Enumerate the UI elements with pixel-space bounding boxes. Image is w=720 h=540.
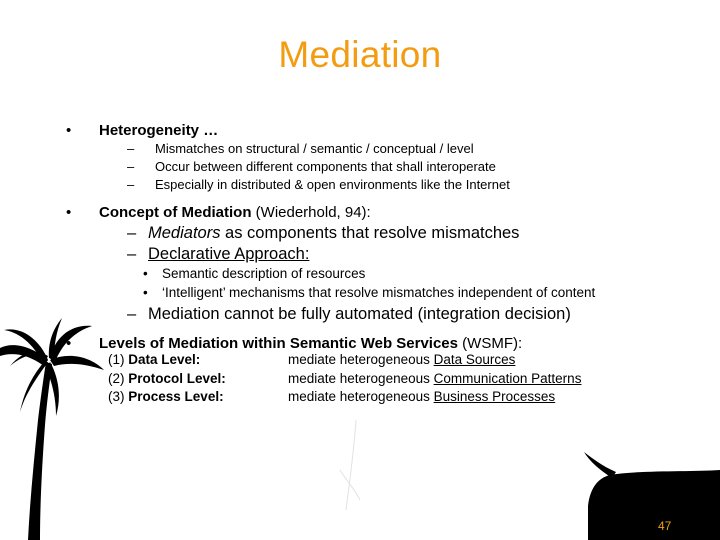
dash-marker: – <box>127 305 137 323</box>
sub-item-text: Occur between different components that shall interoperate <box>155 159 496 174</box>
levels-reference: (WSMF): <box>462 335 523 352</box>
level-number: (1) <box>108 352 125 367</box>
bullet-marker: • <box>66 335 72 352</box>
level-description <box>288 371 581 386</box>
faint-sketch-lines <box>340 420 360 510</box>
slide-title: Mediation <box>278 34 442 75</box>
sub-item <box>127 177 510 192</box>
bullet-marker: • <box>143 266 148 281</box>
sub-item <box>127 159 496 174</box>
dash-marker: – <box>127 224 137 242</box>
level-label: Protocol Level: <box>128 371 226 386</box>
level-desc-text: mediate heterogeneous <box>288 371 430 386</box>
levels-heading-line <box>99 335 522 352</box>
declarative-sub-text: Semantic description of resources <box>162 266 366 281</box>
dash-marker: – <box>127 245 137 263</box>
bullet-marker: • <box>66 204 72 221</box>
bullet-marker: • <box>143 285 148 300</box>
level-label: Process Level: <box>128 389 224 404</box>
sub-item-text: Especially in distributed & open environments like the Internet <box>155 177 510 192</box>
dash-marker: – <box>127 177 135 192</box>
declarative-sub-item <box>143 285 595 300</box>
sub-item <box>127 141 474 156</box>
concept-heading: Concept of Mediation <box>99 204 252 221</box>
level-row <box>108 389 224 404</box>
declarative-sub-item <box>143 266 365 281</box>
page-number: 47 <box>658 519 672 533</box>
concept-reference: (Wiederhold, 94): <box>255 204 371 221</box>
level-link-business-processes[interactable]: Business Processes <box>433 389 556 404</box>
level-desc-text: mediate heterogeneous <box>288 389 430 404</box>
level-label: Data Level: <box>128 352 201 367</box>
level-row <box>108 352 200 367</box>
level-desc-text: mediate heterogeneous <box>288 352 430 367</box>
level-description <box>288 352 515 367</box>
heterogeneity-heading: Heterogeneity … <box>99 122 219 139</box>
mediators-text: as components that resolve mismatches <box>225 224 520 242</box>
level-number: (3) <box>108 389 125 404</box>
mediators-emphasis: Mediators <box>148 224 221 242</box>
canoe-silhouette <box>584 452 720 540</box>
levels-heading: Levels of Mediation within Semantic Web Services <box>99 335 458 352</box>
declarative-approach: Declarative Approach: <box>148 245 310 263</box>
level-number: (2) <box>108 371 125 386</box>
declarative-sub-text: ‘Intelligent’ mechanisms that resolve mismatches independent of content <box>162 285 596 300</box>
level-link-communication-patterns[interactable]: Communication Patterns <box>433 371 582 386</box>
declarative-line <box>127 245 309 264</box>
sub-item-text: Mismatches on structural / semantic / conceptual / level <box>155 141 474 156</box>
level-row <box>108 371 226 386</box>
palm-tree-silhouette <box>0 318 104 540</box>
concept-heading-line <box>99 204 371 221</box>
level-link-data-sources[interactable]: Data Sources <box>433 352 516 367</box>
level-description <box>288 389 555 404</box>
not-automated-text: Mediation cannot be fully automated (integration decision) <box>148 305 571 323</box>
bullet-marker: • <box>66 122 72 139</box>
dash-marker: – <box>127 159 135 174</box>
not-automated-line <box>127 305 571 324</box>
dash-marker: – <box>127 141 135 156</box>
mediators-line <box>127 224 519 243</box>
